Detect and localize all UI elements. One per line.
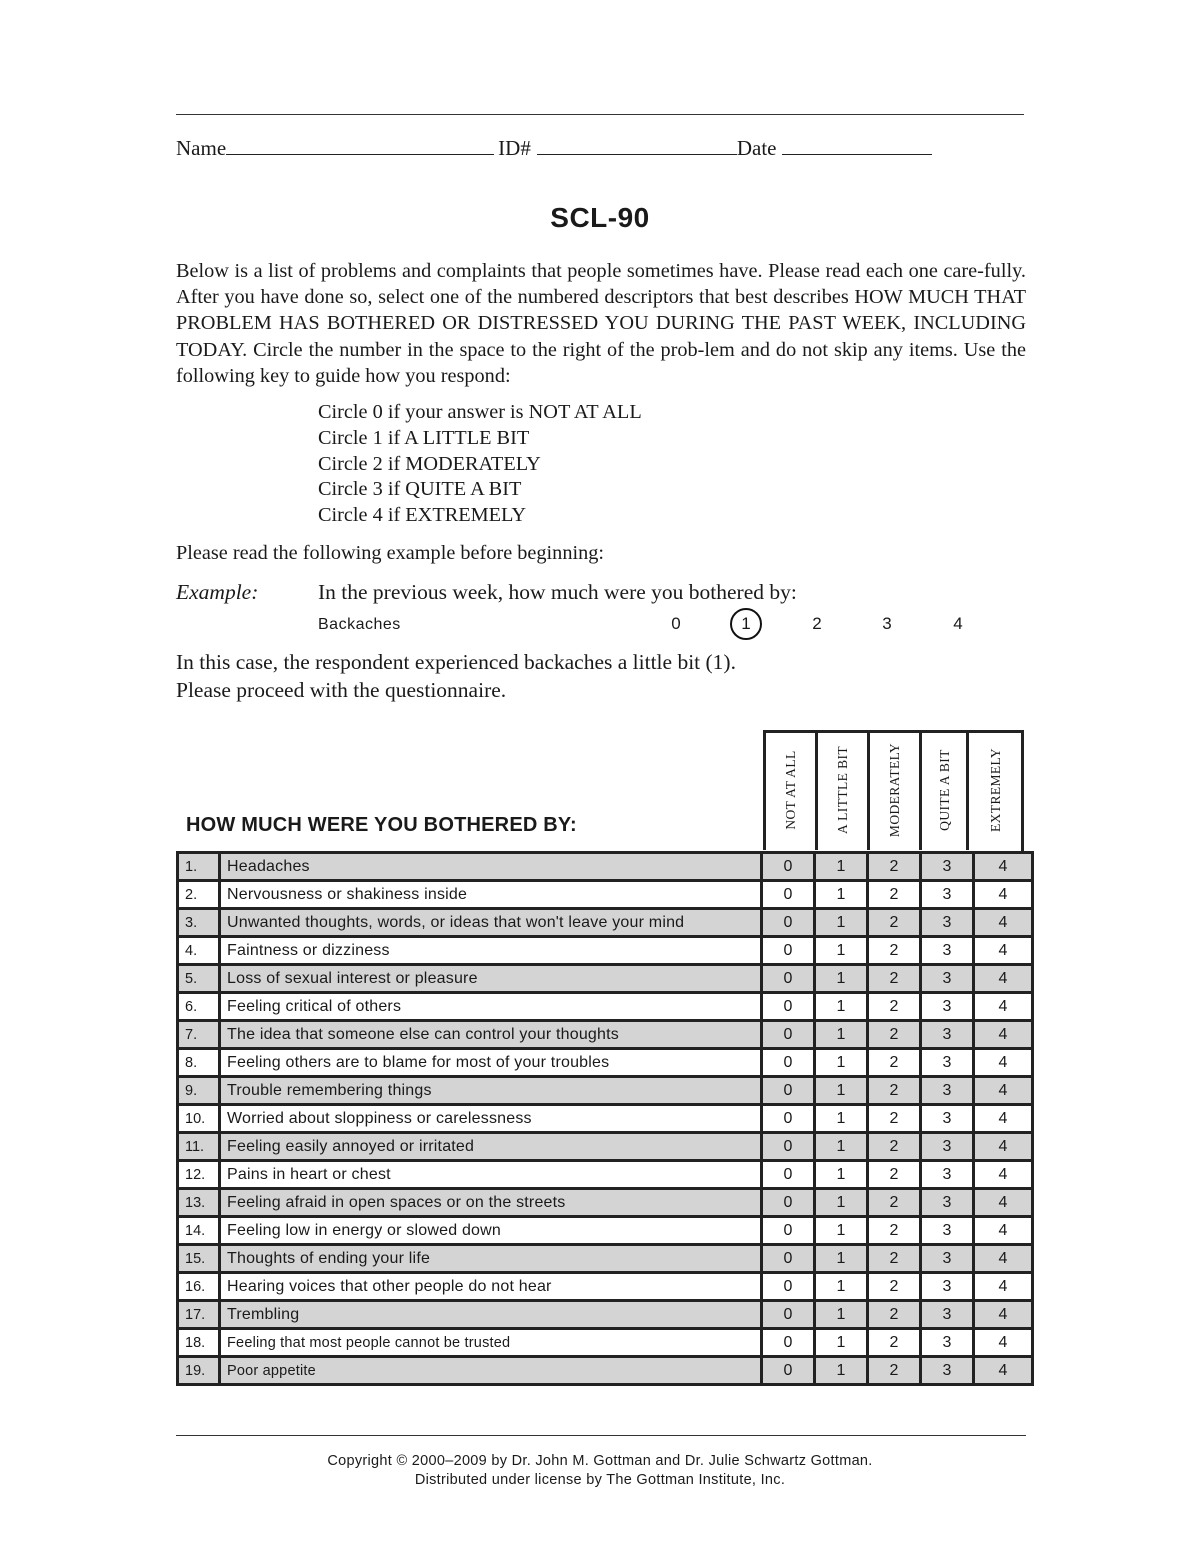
scale-option-0[interactable]: 0	[762, 1329, 815, 1357]
scale-option-0[interactable]: 0	[762, 1217, 815, 1245]
column-header-not-at-all: NOT AT ALL	[763, 730, 816, 850]
item-text: Loss of sexual interest or pleasure	[220, 965, 762, 993]
instructions-paragraph: Below is a list of problems and complaints that people sometimes have. Please read each one care-fully. After you have done so, select one of the numbered descriptors that best describes HOW MUCH THAT PROBLEM HAS BOTHERED OR DISTRESSED YOU DURING THE PAST WEEK, INCLUDING TODAY. Circle the number in the space to the right of the prob-lem and do not skip any items. Use the following key to guide how you respond:	[176, 260, 1026, 387]
table-row	[178, 909, 1033, 937]
scale-option-2[interactable]: 2	[868, 1077, 921, 1105]
scale-option-2[interactable]: 2	[868, 1189, 921, 1217]
table-row	[178, 1189, 1033, 1217]
item-text: Worried about sloppiness or carelessness	[220, 1105, 762, 1133]
response-key	[318, 400, 642, 529]
bottom-rule	[176, 1435, 1026, 1436]
scale-option-3[interactable]: 3	[921, 1133, 974, 1161]
scale-option-4[interactable]: 4	[974, 993, 1033, 1021]
item-number: 9.	[178, 1077, 220, 1105]
scale-option-0[interactable]: 0	[762, 1189, 815, 1217]
example-result-line: In this case, the respondent experienced backaches a little bit (1).	[176, 650, 736, 674]
scale-option-2[interactable]: 2	[868, 1021, 921, 1049]
scale-option-4[interactable]: 4	[974, 1301, 1033, 1329]
scale-option-3[interactable]: 3	[921, 909, 974, 937]
item-number: 16.	[178, 1273, 220, 1301]
scale-option-0[interactable]: 0	[762, 1161, 815, 1189]
column-header-extremely: EXTREMELY	[966, 730, 1022, 850]
column-header-moderately: MODERATELY	[867, 730, 920, 850]
scale-option-0[interactable]: 0	[762, 1049, 815, 1077]
table-header-label: HOW MUCH WERE YOU BOTHERED BY:	[186, 814, 577, 836]
item-text: Unwanted thoughts, words, or ideas that won't leave your mind	[220, 909, 762, 937]
scale-option-4[interactable]: 4	[974, 909, 1033, 937]
date-label: Date	[736, 136, 777, 160]
scale-option-3[interactable]: 3	[921, 1077, 974, 1105]
date-field[interactable]	[782, 136, 932, 155]
item-number: 12.	[178, 1161, 220, 1189]
symptom-table	[176, 851, 1034, 1386]
scale-option-1[interactable]: 1	[815, 1245, 868, 1273]
scale-option-0[interactable]: 0	[762, 909, 815, 937]
item-text: Trouble remembering things	[220, 1077, 762, 1105]
column-header-quite-a-bit: QUITE A BIT	[919, 730, 967, 850]
scale-option-3[interactable]: 3	[921, 1273, 974, 1301]
top-rule	[176, 114, 1024, 115]
scale-option-0[interactable]: 0	[762, 1245, 815, 1273]
item-number: 2.	[178, 881, 220, 909]
name-field[interactable]	[226, 136, 494, 155]
scale-option-3[interactable]: 3	[921, 1301, 974, 1329]
item-text: Feeling that most people cannot be trusted	[220, 1329, 762, 1357]
scale-option-0[interactable]: 0	[762, 1077, 815, 1105]
scale-option-1[interactable]: 1	[815, 1133, 868, 1161]
table-row	[178, 965, 1033, 993]
example-scale-1: 1	[741, 614, 751, 633]
scale-option-0[interactable]: 0	[762, 1133, 815, 1161]
item-text: Feeling others are to blame for most of your troubles	[220, 1049, 762, 1077]
example-item: Backaches	[318, 616, 401, 633]
key-item: Circle 3 if QUITE A BIT	[318, 478, 522, 501]
key-item: Circle 0 if your answer is NOT AT ALL	[318, 401, 642, 423]
scale-option-0[interactable]: 0	[762, 993, 815, 1021]
scale-option-3[interactable]: 3	[921, 1189, 974, 1217]
scale-option-4[interactable]: 4	[974, 881, 1033, 909]
table-row	[178, 1021, 1033, 1049]
scale-option-4[interactable]: 4	[974, 965, 1033, 993]
table-row	[178, 1245, 1033, 1273]
scale-option-0[interactable]: 0	[762, 937, 815, 965]
scale-option-0[interactable]: 0	[762, 853, 815, 881]
scale-option-2[interactable]: 2	[868, 1105, 921, 1133]
scale-option-1[interactable]: 1	[815, 993, 868, 1021]
item-text: Feeling afraid in open spaces or on the streets	[220, 1189, 762, 1217]
copyright-footer	[0, 1452, 1200, 1490]
item-text: Headaches	[220, 853, 762, 881]
example-question: In the previous week, how much were you bothered by:	[318, 580, 797, 604]
scale-option-3[interactable]: 3	[921, 965, 974, 993]
table-row	[178, 853, 1033, 881]
scale-option-2[interactable]: 2	[868, 909, 921, 937]
scale-option-2[interactable]: 2	[868, 1301, 921, 1329]
scale-option-4[interactable]: 4	[974, 1161, 1033, 1189]
item-text: Pains in heart or chest	[220, 1161, 762, 1189]
scale-option-1[interactable]: 1	[815, 1273, 868, 1301]
table-row	[178, 1301, 1033, 1329]
table-row	[178, 1133, 1033, 1161]
scale-option-3[interactable]: 3	[921, 1049, 974, 1077]
item-number: 15.	[178, 1245, 220, 1273]
scale-option-1[interactable]: 1	[815, 1105, 868, 1133]
scale-option-4[interactable]: 4	[974, 1105, 1033, 1133]
item-text: Trembling	[220, 1301, 762, 1329]
item-text: Feeling low in energy or slowed down	[220, 1217, 762, 1245]
scale-option-2[interactable]: 2	[868, 1245, 921, 1273]
scale-option-1[interactable]: 1	[815, 1049, 868, 1077]
table-right-border	[1021, 730, 1024, 852]
column-header-a-little-bit: A LITTLE BIT	[815, 730, 868, 850]
scale-option-3[interactable]: 3	[921, 1357, 974, 1385]
item-number: 3.	[178, 909, 220, 937]
scale-option-2[interactable]: 2	[868, 1357, 921, 1385]
example-scale-3: 3	[882, 614, 892, 633]
scale-option-3[interactable]: 3	[921, 1217, 974, 1245]
item-number: 11.	[178, 1133, 220, 1161]
example-label: Example:	[176, 580, 259, 604]
scale-option-1[interactable]: 1	[815, 1301, 868, 1329]
example-scale-4: 4	[953, 614, 963, 633]
scale-option-0[interactable]: 0	[762, 965, 815, 993]
scale-option-1[interactable]: 1	[815, 1189, 868, 1217]
scale-option-1[interactable]: 1	[815, 853, 868, 881]
table-row	[178, 881, 1033, 909]
scale-option-3[interactable]: 3	[921, 1161, 974, 1189]
scale-option-2[interactable]: 2	[868, 1329, 921, 1357]
scale-option-1[interactable]: 1	[815, 1329, 868, 1357]
scale-option-0[interactable]: 0	[762, 1021, 815, 1049]
scale-option-1[interactable]: 1	[815, 937, 868, 965]
table-row	[178, 1077, 1033, 1105]
scale-option-3[interactable]: 3	[921, 881, 974, 909]
copyright-line: Copyright © 2000–2009 by Dr. John M. Gottman and Dr. Julie Schwartz Gottman.	[327, 1453, 873, 1469]
table-row	[178, 937, 1033, 965]
scale-option-2[interactable]: 2	[868, 853, 921, 881]
example-proceed-line: Please proceed with the questionnaire.	[176, 678, 507, 702]
scale-option-3[interactable]: 3	[921, 1329, 974, 1357]
scale-option-4[interactable]: 4	[974, 1189, 1033, 1217]
table-row	[178, 1273, 1033, 1301]
example-intro: Please read the following example before beginning:	[176, 542, 605, 564]
scale-option-4[interactable]: 4	[974, 1021, 1033, 1049]
scale-option-1[interactable]: 1	[815, 1161, 868, 1189]
item-number: 18.	[178, 1329, 220, 1357]
name-label: Name	[176, 136, 227, 160]
item-text: The idea that someone else can control your thoughts	[220, 1021, 762, 1049]
scale-option-2[interactable]: 2	[868, 937, 921, 965]
example-scale-2: 2	[812, 614, 822, 633]
example-selected-circle	[730, 608, 762, 640]
scale-option-1[interactable]: 1	[815, 881, 868, 909]
scale-option-3[interactable]: 3	[921, 853, 974, 881]
scale-option-4[interactable]: 4	[974, 853, 1033, 881]
scale-option-3[interactable]: 3	[921, 993, 974, 1021]
item-text: Nervousness or shakiness inside	[220, 881, 762, 909]
item-number: 17.	[178, 1301, 220, 1329]
key-item: Circle 4 if EXTREMELY	[318, 504, 527, 527]
item-text: Feeling critical of others	[220, 993, 762, 1021]
scale-option-3[interactable]: 3	[921, 1245, 974, 1273]
key-item: Circle 2 if MODERATELY	[318, 452, 541, 475]
scale-option-3[interactable]: 3	[921, 937, 974, 965]
scale-option-2[interactable]: 2	[868, 965, 921, 993]
scale-option-0[interactable]: 0	[762, 1105, 815, 1133]
item-number: 1.	[178, 853, 220, 881]
scale-option-4[interactable]: 4	[974, 1245, 1033, 1273]
scale-option-0[interactable]: 0	[762, 1357, 815, 1385]
table-row	[178, 1329, 1033, 1357]
item-number: 14.	[178, 1217, 220, 1245]
id-label: ID#	[498, 136, 531, 160]
table-row	[178, 993, 1033, 1021]
item-number: 19.	[178, 1357, 220, 1385]
scale-option-0[interactable]: 0	[762, 1301, 815, 1329]
table-row	[178, 1217, 1033, 1245]
scale-option-4[interactable]: 4	[974, 1049, 1033, 1077]
scale-option-1[interactable]: 1	[815, 1217, 868, 1245]
item-text: Feeling easily annoyed or irritated	[220, 1133, 762, 1161]
scale-option-2[interactable]: 2	[868, 993, 921, 1021]
scale-option-4[interactable]: 4	[974, 1077, 1033, 1105]
example-result	[176, 648, 736, 704]
scale-option-4[interactable]: 4	[974, 1273, 1033, 1301]
item-text: Hearing voices that other people do not hear	[220, 1273, 762, 1301]
scale-option-4[interactable]: 4	[974, 1357, 1033, 1385]
example-scale-0: 0	[671, 614, 681, 633]
key-item: Circle 1 if A LITTLE BIT	[318, 426, 530, 449]
item-text: Thoughts of ending your life	[220, 1245, 762, 1273]
item-number: 10.	[178, 1105, 220, 1133]
scale-option-2[interactable]: 2	[868, 1049, 921, 1077]
item-number: 8.	[178, 1049, 220, 1077]
license-line: Distributed under license by The Gottman Institute, Inc.	[414, 1472, 786, 1488]
scale-option-0[interactable]: 0	[762, 881, 815, 909]
scale-option-4[interactable]: 4	[974, 1329, 1033, 1357]
scale-option-1[interactable]: 1	[815, 1021, 868, 1049]
scale-option-2[interactable]: 2	[868, 1161, 921, 1189]
header-fields	[176, 136, 932, 161]
table-row	[178, 1049, 1033, 1077]
scale-option-0[interactable]: 0	[762, 1273, 815, 1301]
scale-option-2[interactable]: 2	[868, 1217, 921, 1245]
scale-option-1[interactable]: 1	[815, 1357, 868, 1385]
scale-option-1[interactable]: 1	[815, 1077, 868, 1105]
scale-option-3[interactable]: 3	[921, 1105, 974, 1133]
scale-option-2[interactable]: 2	[868, 881, 921, 909]
item-text: Faintness or dizziness	[220, 937, 762, 965]
table-row	[178, 1105, 1033, 1133]
item-number: 4.	[178, 937, 220, 965]
item-number: 13.	[178, 1189, 220, 1217]
table-row	[178, 1357, 1033, 1385]
item-number: 6.	[178, 993, 220, 1021]
id-field[interactable]	[537, 136, 737, 155]
scale-option-2[interactable]: 2	[868, 1273, 921, 1301]
page-title: SCL-90	[550, 202, 650, 233]
table-row	[178, 1161, 1033, 1189]
item-number: 7.	[178, 1021, 220, 1049]
scale-option-1[interactable]: 1	[815, 965, 868, 993]
item-number: 5.	[178, 965, 220, 993]
item-text: Poor appetite	[220, 1357, 762, 1385]
scale-option-3[interactable]: 3	[921, 1021, 974, 1049]
scale-option-4[interactable]: 4	[974, 937, 1033, 965]
scale-option-1[interactable]: 1	[815, 909, 868, 937]
scale-option-4[interactable]: 4	[974, 1217, 1033, 1245]
scale-option-4[interactable]: 4	[974, 1133, 1033, 1161]
scale-option-2[interactable]: 2	[868, 1133, 921, 1161]
